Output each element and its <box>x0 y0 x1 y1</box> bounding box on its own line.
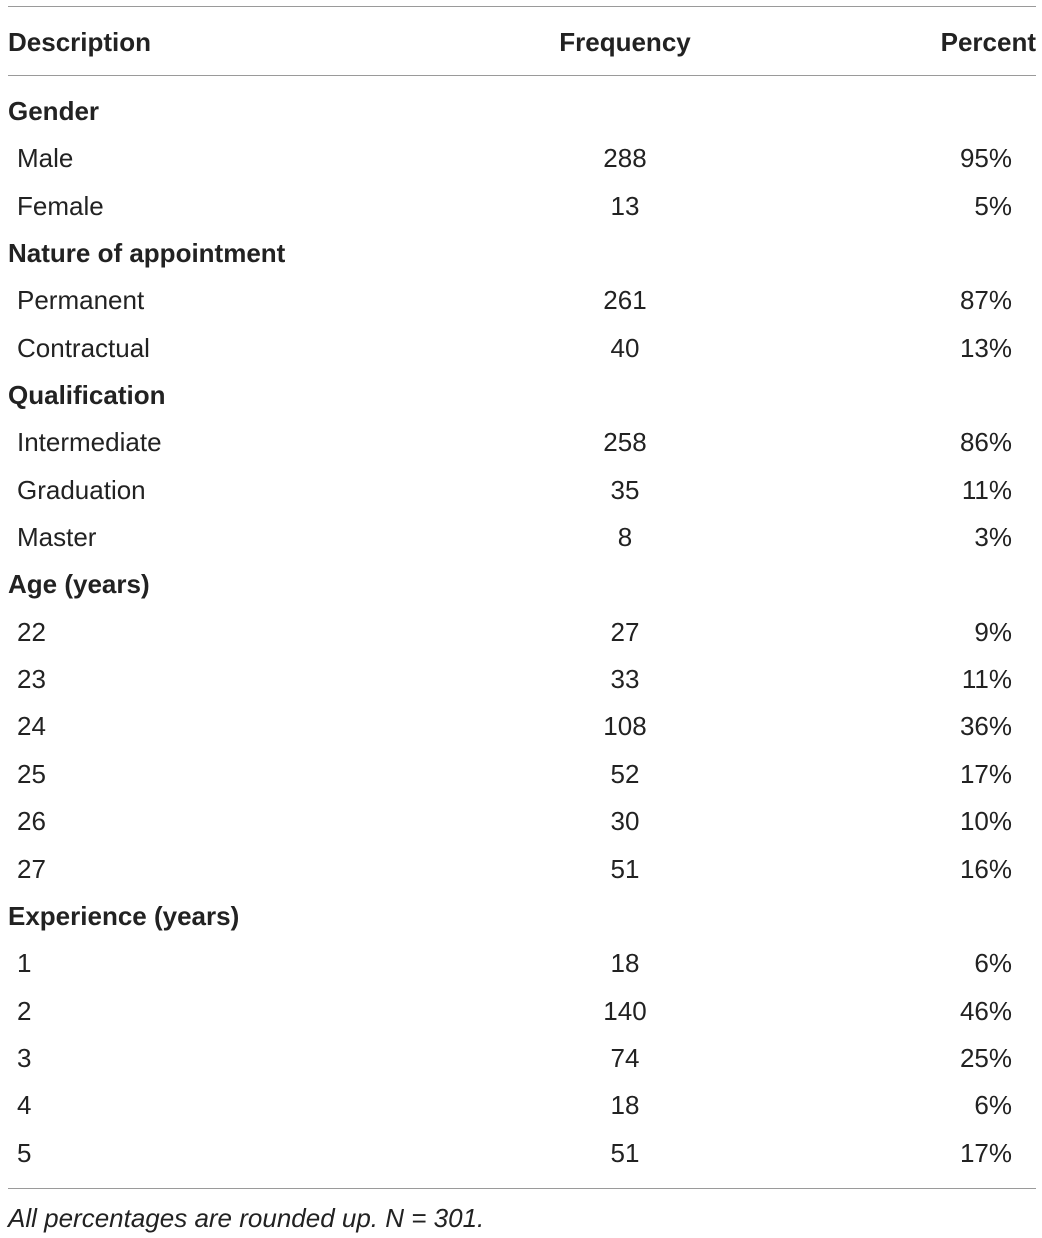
table-row <box>0 751 1042 798</box>
row-label: 5 <box>17 1137 32 1168</box>
table-row <box>0 703 1042 750</box>
row-frequency: 52 <box>610 758 640 789</box>
section-header-row <box>0 561 1042 608</box>
table-row <box>0 277 1042 324</box>
row-frequency: 74 <box>610 1042 640 1073</box>
row-label: Intermediate <box>17 427 162 458</box>
table-top-rule <box>8 6 1036 7</box>
row-frequency: 51 <box>610 1137 640 1168</box>
row-percent: 95% <box>959 143 1012 174</box>
row-percent: 6% <box>974 1090 1012 1121</box>
row-percent: 10% <box>959 806 1012 837</box>
row-percent: 36% <box>959 711 1012 742</box>
header-frequency: Frequency <box>559 27 691 57</box>
row-frequency: 30 <box>610 806 640 837</box>
table-row <box>0 325 1042 372</box>
row-percent: 25% <box>959 1042 1012 1073</box>
row-label: 25 <box>17 758 46 789</box>
section-title: Gender <box>8 96 100 126</box>
section-title: Nature of appointment <box>8 238 286 269</box>
row-percent: 11% <box>961 474 1012 505</box>
row-frequency: 13 <box>610 190 640 221</box>
table-row <box>0 135 1042 182</box>
row-percent: 87% <box>959 285 1012 316</box>
section-header-row <box>0 893 1042 940</box>
row-percent: 17% <box>959 1137 1012 1168</box>
table-header <box>0 22 1042 62</box>
row-label: 23 <box>17 664 46 695</box>
row-label: Female <box>17 190 104 221</box>
row-frequency: 261 <box>603 285 647 316</box>
table-bottom-rule <box>8 1188 1036 1189</box>
row-label: Master <box>17 522 97 553</box>
row-percent: 13% <box>959 332 1012 363</box>
section-header-row <box>0 230 1042 277</box>
row-percent: 5% <box>974 190 1012 221</box>
row-percent: 86% <box>959 427 1012 458</box>
table-header-rule <box>8 75 1036 76</box>
section-title: Experience (years) <box>8 900 240 931</box>
row-frequency: 18 <box>610 948 640 979</box>
row-frequency: 108 <box>603 711 647 742</box>
table-row <box>0 940 1042 987</box>
table-footnote: All percentages are rounded up. N = 301. <box>8 1203 485 1233</box>
row-frequency: 140 <box>603 995 647 1026</box>
row-percent: 46% <box>959 995 1012 1026</box>
row-frequency: 258 <box>603 427 647 458</box>
row-label: 3 <box>17 1042 32 1073</box>
row-frequency: 33 <box>610 664 640 695</box>
row-frequency: 51 <box>610 853 640 884</box>
row-percent: 3% <box>974 522 1012 553</box>
table-row <box>0 183 1042 230</box>
table-row <box>0 798 1042 845</box>
row-label: Graduation <box>17 474 146 505</box>
table-row <box>0 1130 1042 1177</box>
row-frequency: 288 <box>603 143 647 174</box>
row-frequency: 27 <box>610 616 640 647</box>
table-row <box>0 609 1042 656</box>
section-header-row <box>0 88 1042 135</box>
table-body <box>0 88 1042 1177</box>
row-label: Permanent <box>17 285 145 316</box>
row-label: 2 <box>17 995 32 1026</box>
section-title: Qualification <box>8 380 166 411</box>
row-percent: 17% <box>959 758 1012 789</box>
row-frequency: 40 <box>610 332 640 363</box>
section-header-row <box>0 372 1042 419</box>
table-row <box>0 514 1042 561</box>
row-frequency: 35 <box>610 474 640 505</box>
row-label: 22 <box>17 616 46 647</box>
row-percent: 9% <box>974 616 1012 647</box>
table-row <box>0 1082 1042 1129</box>
row-frequency: 18 <box>610 1090 640 1121</box>
header-percent: Percent <box>940 27 1036 57</box>
row-label: 1 <box>17 948 32 979</box>
row-label: 24 <box>17 711 46 742</box>
row-percent: 6% <box>974 948 1012 979</box>
row-label: 27 <box>17 853 46 884</box>
header-description: Description <box>8 27 152 57</box>
row-percent: 11% <box>961 664 1012 695</box>
row-label: Male <box>17 143 74 174</box>
table-row <box>0 988 1042 1035</box>
row-label: 4 <box>17 1090 32 1121</box>
row-label: Contractual <box>17 332 150 363</box>
row-label: 26 <box>17 806 46 837</box>
table-row <box>0 846 1042 893</box>
table-row <box>0 467 1042 514</box>
row-percent: 16% <box>959 853 1012 884</box>
table-row <box>0 1035 1042 1082</box>
section-title: Age (years) <box>8 569 150 600</box>
table-row <box>0 656 1042 703</box>
table-row <box>0 419 1042 466</box>
row-frequency: 8 <box>617 522 633 553</box>
